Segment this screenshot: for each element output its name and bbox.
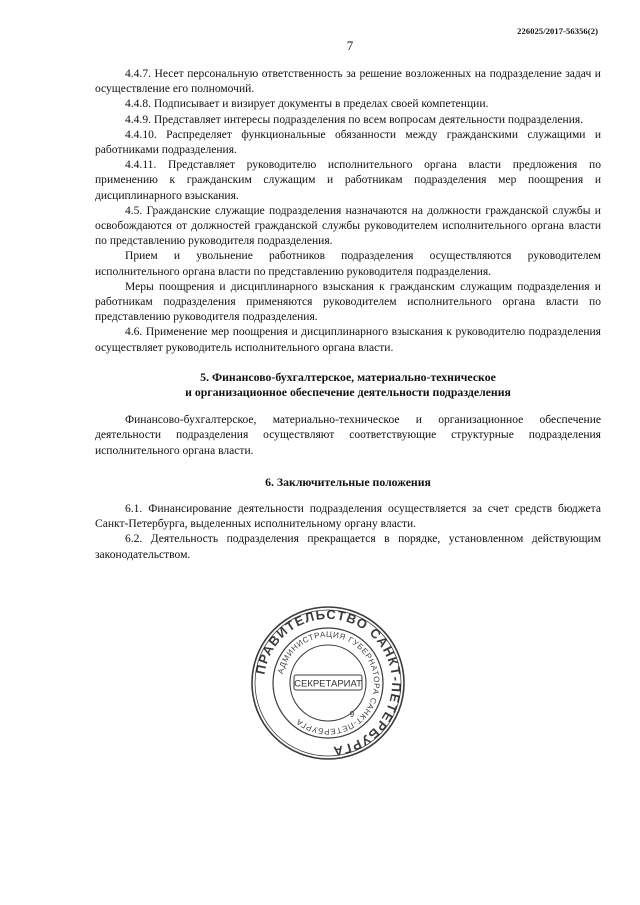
paragraph-4-4-8: 4.4.8. Подписывает и визирует документы в пределах своей компетенции. [125,98,489,111]
secretariat-seal-stamp [248,603,408,763]
paragraph-4-4-7: 4.4.7. Несет персональную ответственность за решение возложенных на подразделение задач и осуществление его полномочий. [95,68,601,96]
paragraph-6-1: 6.1. Финансирование деятельности подразделения осуществляется за счет средств бюджета Санкт-Петербурга, выделенных исполнительному органу власти. [95,503,601,531]
paragraph-4-5-incentives: Меры поощрения и дисциплинарного взыскания к гражданским служащим подразделения и работникам подразделения применяются руководителем исполнительного органа власти по представлению руководителя подразделения. [95,280,601,324]
stamp-number: 9 [349,710,355,719]
section-5-title-line-1: 5. Финансово-бухгалтерское, материально-техническое [200,369,496,384]
paragraph-4-5: 4.5. Гражданские служащие подразделения назначаются на должности гражданской службы и освобождаются от должностей гражданской службы руководителем исполнительного органа власти по представлению руководителя подразделения. [95,204,601,248]
document-number: 226025/2017-56356(2) [517,26,598,36]
stamp-outer-text: ПРАВИТЕЛЬСТВО САНКТ-ПЕТЕРБУРГА [252,606,405,759]
paragraph-4-6: 4.6. Применение мер поощрения и дисциплинарного взыскания к руководителю подразделения осуществляет руководитель исполнительного органа власти. [95,326,601,354]
paragraph-4-4-10: 4.4.10. Распределяет функциональные обязанности между гражданскими служащими и работниками подразделения. [95,128,601,157]
section-5-title-line-2: и организационное обеспечение деятельности подразделения [185,385,511,400]
paragraph-4-5-hiring: Прием и увольнение работников подразделения осуществляются руководителем исполнительного органа власти по представлению руководителя подразделения. [95,250,601,278]
page-number: 7 [346,38,354,53]
paragraph-4-4-9: 4.4.9. Представляет интересы подразделения по всем вопросам деятельности подразделения. [125,113,584,126]
section-6-title: 6. Заключительные положения [265,474,431,489]
paragraph-4-4-11: 4.4.11. Представляет руководителю исполнительного органа власти предложения по применению к гражданским служащим и работникам подразделения мер поощрения и дисциплинарного взыскания. [95,159,601,202]
section-5-text: Финансово-бухгалтерское, материально-техническое и организационное обеспечение деятельности подразделения осуществляют соответствующие структурные подразделения исполнительного органа власти. [95,414,601,457]
document-body [95,67,601,563]
stamp-inner-text: АДМИНИСТРАЦИЯ ГУБЕРНАТОРА САНКТ-ПЕТЕРБУРГА [275,629,382,737]
paragraph-6-2: 6.2. Деятельность подразделения прекращается в порядке, установленном действующим законодательством. [95,533,601,561]
stamp-center-text: СЕКРЕТАРИАТ [294,678,362,690]
